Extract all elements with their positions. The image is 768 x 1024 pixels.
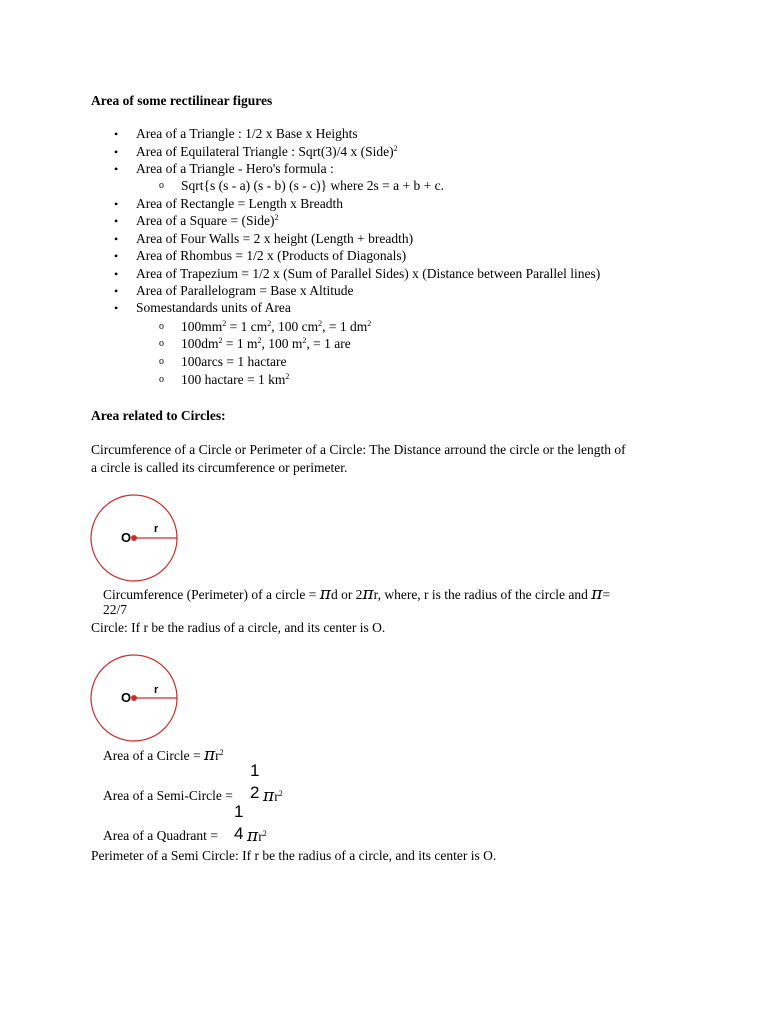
bullet-icon: • (114, 214, 119, 228)
sub-bullet-icon: o (159, 338, 164, 349)
section-heading-rectilinear: Area of some rectilinear figures (91, 93, 273, 108)
bullet-icon: • (114, 301, 119, 315)
bullet-icon: • (114, 267, 119, 281)
sub-bullet-icon: o (159, 356, 164, 367)
list-item: Somestandards units of Area (136, 300, 291, 315)
bullet-icon: • (114, 284, 119, 298)
sub-bullet-icon: o (159, 374, 164, 385)
circumference-definition-line1: Circumference of a Circle or Perimeter of a Circle: The Distance arround the circle or the length of (91, 442, 626, 457)
fraction-denominator: 4 (234, 824, 244, 843)
list-item: Area of Rectangle = Length x Breadth (136, 196, 344, 211)
circle-diagram-2 (88, 652, 184, 748)
bullet-icon: • (114, 197, 119, 211)
list-subitem: 100arcs = 1 hactare (181, 354, 287, 369)
area-quadrant-tail: $\pi r^2$ (247, 826, 267, 846)
list-subitem: $100dm^2 = 1$ $m^2$, 100 $m^2$, = 1 are (181, 336, 351, 351)
circle-center-label: O (121, 530, 132, 545)
circle-definition: Circle: If r be the radius of a circle, and its center is O. (91, 620, 386, 635)
bullet-icon: • (114, 249, 119, 263)
fraction-numerator: 1 (234, 802, 244, 821)
list-subitem: $100mm^2 = 1$ $cm^2$, 100 $cm^2$, = 1 $dm^2$ (181, 319, 372, 334)
circumference-formula: Circumference (Perimeter) of a circle = πd or 2πr, where, r is the radius of the circle and π= (103, 584, 611, 604)
list-subitem: 100 hactare = 1 $km^2$ (181, 372, 290, 387)
fraction-denominator: 2 (250, 783, 260, 802)
circle-radius-label: r (154, 684, 159, 696)
bullet-icon: • (114, 145, 119, 159)
center-point (131, 535, 137, 541)
area-circle-formula: Area of a Circle = $\pi r^2$ (103, 745, 224, 765)
circle-center-label: O (121, 690, 132, 705)
bullet-icon: • (114, 127, 119, 141)
list-item: Area of Equilateral Triangle : Sqrt(3)/4 x (Side)$^2$ (136, 144, 398, 159)
list-item: Area of a Square = (Side)$^2$ (136, 213, 279, 228)
bullet-icon: • (114, 232, 119, 246)
list-item: Area of Parallelogram = Base x Altitude (136, 283, 354, 298)
center-point (131, 695, 137, 701)
list-subitem: Sqrt{s (s - a) (s - b) (s - c)} where 2s = a + b + c. (181, 178, 444, 193)
list-item: Area of a Triangle - Hero's formula : (136, 161, 334, 176)
list-item: Area of Rhombus = 1/2 x (Products of Diagonals) (136, 248, 407, 263)
area-semicircle-formula: Area of a Semi-Circle = (103, 788, 233, 803)
list-item: Area of a Triangle : 1/2 x Base x Heights (136, 126, 358, 141)
list-item: Area of Trapezium = 1/2 x (Sum of Parallel Sides) x (Distance between Parallel lines) (136, 266, 601, 281)
section-heading-circles: Area related to Circles: (91, 408, 226, 423)
sub-bullet-icon: o (159, 180, 164, 191)
circle-diagram-1 (88, 490, 184, 586)
fraction-numerator: 1 (250, 761, 260, 780)
area-quadrant-formula: Area of a Quadrant = (103, 828, 218, 843)
list-item: Area of Four Walls = 2 x height (Length + breadth) (136, 231, 414, 246)
circle-radius-label: r (154, 523, 159, 535)
sub-bullet-icon: o (159, 321, 164, 332)
area-semicircle-tail: $\pi r^2$ (263, 786, 283, 806)
bullet-icon: • (114, 162, 119, 176)
circumference-definition-line2: a circle is called its circumference or perimeter. (91, 460, 348, 475)
pi-value: 22/7 (103, 602, 128, 617)
perimeter-semicircle-definition: Perimeter of a Semi Circle: If r be the radius of a circle, and its center is O. (91, 848, 497, 863)
